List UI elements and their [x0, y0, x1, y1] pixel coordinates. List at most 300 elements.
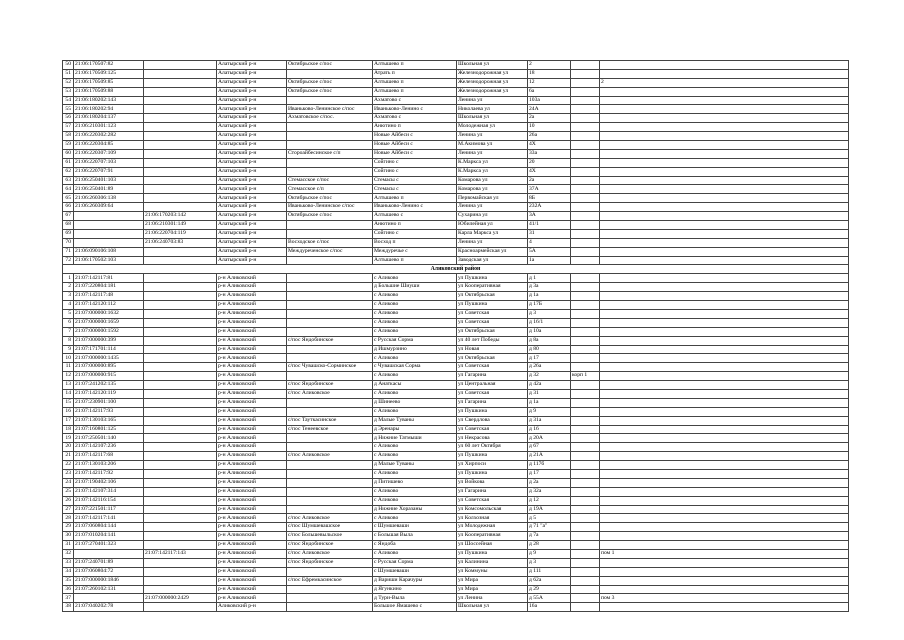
- table-cell: [600, 443, 849, 452]
- table-cell: д 1а: [528, 398, 571, 407]
- table-cell: [571, 443, 600, 452]
- table-cell: [571, 256, 600, 265]
- table-cell: с/пос Яндобинское: [287, 336, 373, 345]
- table-cell: р-н Аликовский: [217, 443, 287, 452]
- table-row: [63, 274, 849, 283]
- registry-table: [62, 60, 849, 612]
- table-cell: [571, 283, 600, 292]
- table-cell: Комарова ул: [457, 185, 528, 194]
- table-cell: Комарова ул: [457, 176, 528, 185]
- table-cell: д 32а: [528, 487, 571, 496]
- table-cell: [600, 149, 849, 158]
- table-cell: [600, 185, 849, 194]
- table-cell: Алатырский р-н: [217, 78, 287, 87]
- table-cell: ул Ленина: [457, 594, 528, 603]
- table-cell: [74, 549, 144, 558]
- table-cell: с/пос Аликовское: [287, 389, 373, 398]
- table-cell: Алатырский р-н: [217, 69, 287, 78]
- table-cell: 4Х: [528, 167, 571, 176]
- table-row: [63, 283, 849, 292]
- table-cell: Алатырский р-н: [217, 221, 287, 230]
- table-cell: д 3а: [528, 283, 571, 292]
- table-row: [63, 78, 849, 87]
- table-cell: 6: [63, 318, 74, 327]
- table-cell: корп 1: [571, 372, 600, 381]
- table-cell: 8Б: [528, 194, 571, 203]
- table-cell: д 16: [528, 425, 571, 434]
- table-cell: д 2а: [528, 478, 571, 487]
- table-cell: ул Пушкина: [457, 301, 528, 310]
- table-row: [63, 292, 849, 301]
- table-cell: [144, 114, 217, 123]
- table-cell: с/пос Тауткасинское: [287, 416, 373, 425]
- table-cell: [144, 434, 217, 443]
- table-cell: 21:06:220302:282: [74, 132, 144, 141]
- table-cell: Железнодорожная ул: [457, 87, 528, 96]
- table-cell: Алатырский р-н: [217, 158, 287, 167]
- table-cell: с/пос Шумшевашское: [287, 523, 373, 532]
- table-cell: [571, 132, 600, 141]
- table-cell: ул Гагарина: [457, 487, 528, 496]
- table-cell: [287, 301, 373, 310]
- table-cell: [600, 496, 849, 505]
- table-cell: [600, 238, 849, 247]
- table-cell: д Тури-Выла: [373, 594, 457, 603]
- table-cell: [600, 87, 849, 96]
- table-cell: 21:06:220707:91: [74, 167, 144, 176]
- table-row: [63, 167, 849, 176]
- table-cell: ул Пушкина: [457, 469, 528, 478]
- table-cell: пом 1: [600, 549, 849, 558]
- table-cell: 2: [600, 78, 849, 87]
- table-cell: [571, 123, 600, 132]
- table-cell: 41/1: [528, 221, 571, 230]
- table-cell: д Малые Туваны: [373, 416, 457, 425]
- table-cell: Анютино п: [373, 123, 457, 132]
- table-cell: р-н Аликовский: [217, 354, 287, 363]
- table-cell: [600, 301, 849, 310]
- table-cell: ул Пушкина: [457, 452, 528, 461]
- table-cell: [144, 381, 217, 390]
- table-cell: [287, 603, 373, 612]
- table-cell: 1: [63, 274, 74, 283]
- table-cell: с/пос Аликовское: [287, 514, 373, 523]
- table-cell: Алатырский р-н: [217, 87, 287, 96]
- table-cell: 10: [63, 354, 74, 363]
- table-cell: [287, 132, 373, 141]
- table-cell: ул Хирпоси: [457, 461, 528, 470]
- table-cell: [571, 105, 600, 114]
- table-cell: Октябрьское с/пос: [287, 78, 373, 87]
- table-cell: [600, 452, 849, 461]
- table-cell: [144, 487, 217, 496]
- table-cell: 33а: [528, 149, 571, 158]
- table-cell: 21:06:220707:103: [74, 158, 144, 167]
- table-cell: д 31а: [528, 416, 571, 425]
- table-cell: 37: [63, 594, 74, 603]
- table-cell: [287, 327, 373, 336]
- table-cell: [571, 514, 600, 523]
- table-cell: 10: [528, 123, 571, 132]
- table-cell: [144, 158, 217, 167]
- table-cell: 21:07:010204:141: [74, 532, 144, 541]
- table-cell: [600, 114, 849, 123]
- table-cell: Новые Айбеси с: [373, 132, 457, 141]
- table-cell: 21:06:170502:103: [74, 256, 144, 265]
- table-cell: 28: [63, 514, 74, 523]
- table-cell: Новые Айбеси с: [373, 149, 457, 158]
- table-cell: [571, 292, 600, 301]
- table-cell: 25: [63, 487, 74, 496]
- table-cell: д 3: [528, 558, 571, 567]
- table-cell: с Аликово: [373, 452, 457, 461]
- table-cell: [571, 194, 600, 203]
- table-cell: Октябрьское с/пос: [287, 87, 373, 96]
- table-cell: р-н Аликовский: [217, 398, 287, 407]
- table-cell: Алатырский р-н: [217, 238, 287, 247]
- table-cell: д Ягункино: [373, 585, 457, 594]
- table-cell: [144, 523, 217, 532]
- table-cell: р-н Аликовский: [217, 594, 287, 603]
- table-cell: Аликовский р-н: [217, 603, 287, 612]
- table-cell: д 9: [528, 407, 571, 416]
- table-cell: с Аликово: [373, 318, 457, 327]
- table-cell: 3А: [528, 212, 571, 221]
- table-row: [63, 105, 849, 114]
- table-cell: Иваньково-Ленино с: [373, 203, 457, 212]
- table-cell: [600, 141, 849, 150]
- table-cell: [600, 274, 849, 283]
- table-cell: [144, 354, 217, 363]
- table-cell: 21:07:000000:2429: [144, 594, 217, 603]
- table-cell: [144, 336, 217, 345]
- table-cell: Стороайбесинское с/п: [287, 149, 373, 158]
- table-row: [63, 434, 849, 443]
- table-cell: [600, 407, 849, 416]
- table-cell: [600, 523, 849, 532]
- table-cell: [571, 167, 600, 176]
- table-cell: [600, 558, 849, 567]
- table-cell: ул Октябрьская: [457, 354, 528, 363]
- table-row: [63, 407, 849, 416]
- table-cell: [74, 221, 144, 230]
- table-cell: [600, 514, 849, 523]
- table-cell: д 28: [528, 541, 571, 550]
- table-cell: 31: [528, 229, 571, 238]
- table-cell: [287, 443, 373, 452]
- table-cell: [74, 238, 144, 247]
- table-cell: 58: [63, 132, 74, 141]
- table-cell: р-н Аликовский: [217, 434, 287, 443]
- table-cell: [571, 96, 600, 105]
- table-cell: Алтышево п: [373, 256, 457, 265]
- table-cell: [600, 61, 849, 70]
- table-cell: [287, 478, 373, 487]
- table-cell: д 1а: [528, 292, 571, 301]
- table-cell: К.Маркса ул: [457, 158, 528, 167]
- table-cell: [287, 372, 373, 381]
- table-row: [63, 123, 849, 132]
- table-cell: 63: [63, 176, 74, 185]
- table-cell: [287, 292, 373, 301]
- table-cell: 67: [63, 212, 74, 221]
- table-cell: р-н Аликовский: [217, 505, 287, 514]
- table-cell: [600, 487, 849, 496]
- table-cell: д Ишмурзино: [373, 345, 457, 354]
- table-cell: [600, 256, 849, 265]
- table-cell: [287, 123, 373, 132]
- table-cell: р-н Аликовский: [217, 541, 287, 550]
- table-row: [63, 238, 849, 247]
- table-cell: ул Комсомольская: [457, 505, 528, 514]
- table-cell: [144, 469, 217, 478]
- table-cell: д 80: [528, 345, 571, 354]
- table-cell: [287, 167, 373, 176]
- table-cell: д 5: [528, 514, 571, 523]
- table-cell: с Аликово: [373, 469, 457, 478]
- table-cell: [600, 69, 849, 78]
- section-row: [63, 265, 849, 274]
- table-cell: [571, 212, 600, 221]
- table-cell: 57: [63, 123, 74, 132]
- table-cell: 21:07:220804:181: [74, 283, 144, 292]
- table-cell: ул Мира: [457, 585, 528, 594]
- registry-table-body: [63, 61, 849, 612]
- table-cell: д 1: [528, 274, 571, 283]
- table-cell: р-н Аликовский: [217, 372, 287, 381]
- table-cell: 14: [63, 389, 74, 398]
- table-cell: 18: [63, 425, 74, 434]
- table-cell: [144, 389, 217, 398]
- table-cell: Новые Айбеси с: [373, 141, 457, 150]
- table-cell: с/пос Ефремкасинское: [287, 576, 373, 585]
- table-cell: р-н Аликовский: [217, 523, 287, 532]
- table-cell: [144, 256, 217, 265]
- table-row: [63, 336, 849, 345]
- table-row: [63, 87, 849, 96]
- table-cell: [74, 594, 144, 603]
- table-cell: [144, 176, 217, 185]
- table-cell: [287, 434, 373, 443]
- table-cell: с/пос Тенеевское: [287, 425, 373, 434]
- table-cell: [600, 469, 849, 478]
- table-cell: с/пос Чувашско-Сорминское: [287, 363, 373, 372]
- table-cell: Иваньково-Ленинское с/пос: [287, 105, 373, 114]
- table-cell: [571, 452, 600, 461]
- table-cell: д 12: [528, 496, 571, 505]
- table-cell: [144, 69, 217, 78]
- table-cell: д Шинеево: [373, 398, 457, 407]
- table-cell: [144, 514, 217, 523]
- table-cell: Анютино п: [373, 221, 457, 230]
- table-row: [63, 221, 849, 230]
- table-cell: Алатырский р-н: [217, 114, 287, 123]
- table-cell: 16: [63, 407, 74, 416]
- table-cell: с/пос Аликовское: [287, 452, 373, 461]
- table-cell: [287, 487, 373, 496]
- table-cell: 68: [63, 221, 74, 230]
- table-cell: ул Калинина: [457, 558, 528, 567]
- table-row: [63, 372, 849, 381]
- table-cell: [144, 149, 217, 158]
- table-cell: д 9: [528, 549, 571, 558]
- table-row: [63, 176, 849, 185]
- table-cell: 21:07:142117:48: [74, 292, 144, 301]
- table-cell: 36: [63, 585, 74, 594]
- table-cell: [287, 96, 373, 105]
- table-cell: 21:07:142117:81: [74, 274, 144, 283]
- table-cell: 21:06:250401:103: [74, 176, 144, 185]
- table-cell: 21:06:220704:119: [144, 229, 217, 238]
- table-row: [63, 69, 849, 78]
- table-cell: Алтышево п: [373, 61, 457, 70]
- table-cell: д Большие Шиуши: [373, 283, 457, 292]
- table-cell: д 67: [528, 443, 571, 452]
- table-cell: [144, 167, 217, 176]
- table-cell: 21:06:250401:89: [74, 185, 144, 194]
- table-cell: Ленина ул: [457, 149, 528, 158]
- table-cell: 38: [63, 603, 74, 612]
- table-cell: р-н Аликовский: [217, 389, 287, 398]
- table-cell: 21:07:270401:323: [74, 541, 144, 550]
- table-row: [63, 194, 849, 203]
- table-cell: ул Советская: [457, 389, 528, 398]
- table-cell: [287, 221, 373, 230]
- table-cell: р-н Аликовский: [217, 381, 287, 390]
- table-cell: [144, 372, 217, 381]
- table-cell: 18: [528, 69, 571, 78]
- table-cell: Междуречье с: [373, 247, 457, 256]
- table-cell: [571, 505, 600, 514]
- table-cell: Алатырский р-н: [217, 203, 287, 212]
- table-cell: [571, 425, 600, 434]
- table-cell: 21:07:142117:92: [74, 469, 144, 478]
- table-cell: Алатырский р-н: [217, 61, 287, 70]
- table-cell: [144, 96, 217, 105]
- table-cell: с/пос Большевыльское: [287, 532, 373, 541]
- table-cell: Стемасы с: [373, 176, 457, 185]
- table-cell: д Вариши Карачуры: [373, 576, 457, 585]
- table-cell: р-н Аликовский: [217, 469, 287, 478]
- table-cell: [571, 309, 600, 318]
- table-cell: [571, 149, 600, 158]
- table-cell: ул 60 лет Октября: [457, 443, 528, 452]
- table-cell: [571, 594, 600, 603]
- table-cell: [571, 345, 600, 354]
- table-cell: [600, 336, 849, 345]
- table-cell: [600, 176, 849, 185]
- table-cell: [571, 576, 600, 585]
- table-cell: [287, 354, 373, 363]
- table-cell: Стемасское с/п: [287, 185, 373, 194]
- table-cell: [74, 212, 144, 221]
- table-cell: Алатырский р-н: [217, 229, 287, 238]
- table-cell: [287, 309, 373, 318]
- table-cell: с Аликово: [373, 309, 457, 318]
- table-cell: 61: [63, 158, 74, 167]
- table-cell: [571, 603, 600, 612]
- table-cell: ул Кооперативная: [457, 532, 528, 541]
- table-cell: [571, 496, 600, 505]
- table-row: [63, 532, 849, 541]
- table-cell: [144, 194, 217, 203]
- table-cell: 21:07:142120:119: [74, 389, 144, 398]
- table-cell: 21:07:171701:114: [74, 345, 144, 354]
- table-row: [63, 185, 849, 194]
- table-cell: ул Октябрьская: [457, 327, 528, 336]
- table-cell: 23: [63, 469, 74, 478]
- table-cell: [287, 407, 373, 416]
- table-cell: [287, 496, 373, 505]
- table-row: [63, 443, 849, 452]
- table-cell: д 17Б: [528, 301, 571, 310]
- table-cell: с Русская Сорма: [373, 336, 457, 345]
- table-cell: Школьная ул: [457, 114, 528, 123]
- table-cell: 21:07:000000:895: [74, 363, 144, 372]
- table-cell: ул Молодежная: [457, 523, 528, 532]
- table-cell: [287, 141, 373, 150]
- table-cell: [571, 185, 600, 194]
- table-cell: р-н Аликовский: [217, 345, 287, 354]
- table-cell: 24: [63, 478, 74, 487]
- table-cell: д 55А: [528, 594, 571, 603]
- table-cell: Ленина ул: [457, 132, 528, 141]
- table-cell: [144, 407, 217, 416]
- table-cell: 21:06:180202:143: [74, 96, 144, 105]
- table-cell: [600, 194, 849, 203]
- table-cell: д Эренары: [373, 425, 457, 434]
- table-cell: [144, 416, 217, 425]
- table-cell: 4: [528, 238, 571, 247]
- table-cell: ул Пушкина: [457, 407, 528, 416]
- table-cell: [144, 318, 217, 327]
- table-row: [63, 469, 849, 478]
- table-cell: ул Кооперативная: [457, 283, 528, 292]
- table-cell: [600, 132, 849, 141]
- table-cell: р-н Аликовский: [217, 292, 287, 301]
- table-cell: [571, 327, 600, 336]
- table-cell: 9: [63, 345, 74, 354]
- table-cell: д 20А: [528, 434, 571, 443]
- table-cell: с Шумшеваши: [373, 567, 457, 576]
- table-cell: р-н Аликовский: [217, 558, 287, 567]
- table-cell: д Нижние Хоразаны: [373, 505, 457, 514]
- table-cell: [571, 158, 600, 167]
- table-cell: д Питишево: [373, 478, 457, 487]
- table-cell: [571, 398, 600, 407]
- table-cell: [144, 301, 217, 310]
- table-cell: р-н Аликовский: [217, 567, 287, 576]
- table-cell: [600, 105, 849, 114]
- table-cell: 21:06:210301:149: [144, 221, 217, 230]
- table-cell: Октябрьское с/пос: [287, 194, 373, 203]
- table-cell: р-н Аликовский: [217, 274, 287, 283]
- table-cell: 4Х: [528, 141, 571, 150]
- table-row: [63, 327, 849, 336]
- table-cell: ул Колхозная: [457, 514, 528, 523]
- table-cell: 51: [63, 69, 74, 78]
- table-cell: Стемасское с/пос: [287, 176, 373, 185]
- table-cell: 21:07:221501:117: [74, 505, 144, 514]
- table-cell: [571, 238, 600, 247]
- table-cell: с/пос Яндобинское: [287, 558, 373, 567]
- table-cell: [144, 532, 217, 541]
- table-cell: [144, 123, 217, 132]
- table-cell: 2: [528, 61, 571, 70]
- table-cell: Николаева ул: [457, 105, 528, 114]
- table-cell: 56: [63, 114, 74, 123]
- table-cell: [144, 283, 217, 292]
